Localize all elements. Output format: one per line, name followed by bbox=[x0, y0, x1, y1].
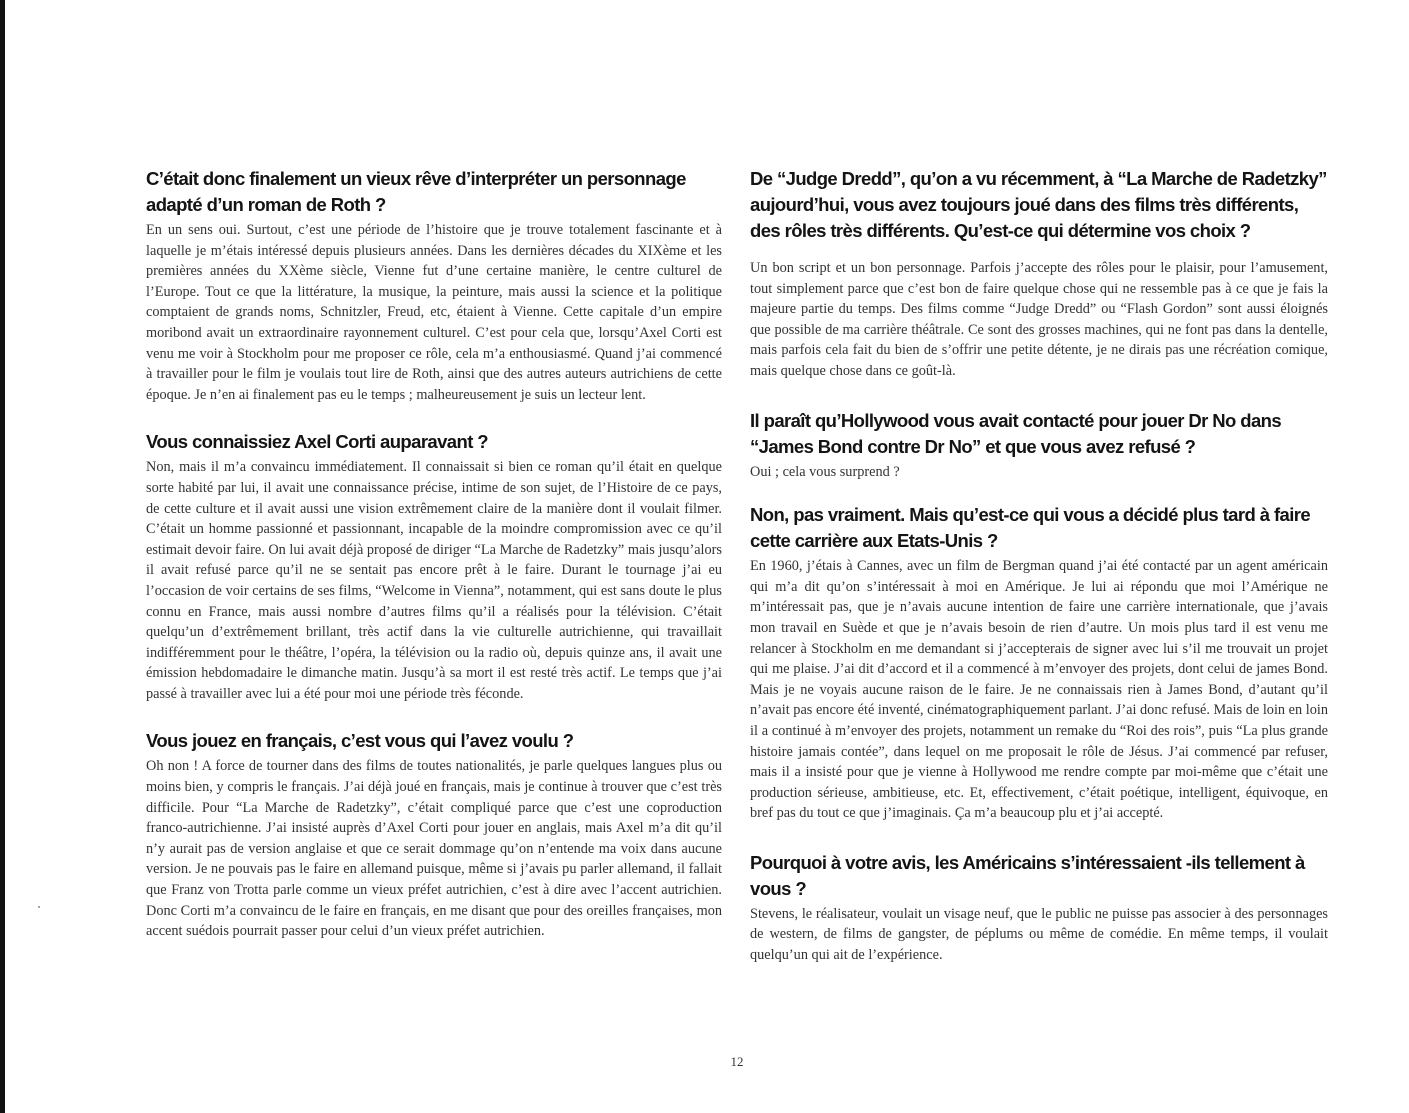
answer-paragraph: Stevens, le réalisateur, voulait un visage neuf, que le public ne puisse pas associer à des personnages de western, de films de gangster, de péplums ou même de comédie. En même temps, il voulait quelqu’un qui ait de l’expérience. bbox=[750, 905, 1328, 964]
question-heading: C’était donc finalement un vieux rêve d’interpréter un personnage adapté d’un roman de Roth ? bbox=[146, 168, 686, 215]
interview-section bbox=[750, 850, 1328, 966]
question-heading: Pourquoi à votre avis, les Américains s’intéressaient -ils tellement à vous ? bbox=[750, 851, 1305, 899]
question-heading: Il paraît qu’Hollywood vous avait contacté pour jouer Dr No dans “James Bond contre Dr No” et que vous avez refusé ? bbox=[750, 409, 1282, 457]
answer-paragraph: Un bon script et un bon personnage. Parfois j’accepte des rôles pour le plaisir, pour l’amusement, tout simplement parce que c’est bon de faire quelque chose qui ne ressemble pas à ce que je fais la majeure partie du temps. Des films comme “Judge Dredd” ou “Flash Gordon” sont aussi éloignés que possible de ma carrière théâtrale. Ce sont des grosses machines, qui ne font pas dans la dentelle, mais parfois cela fait du bien de s’offrir une petite détente, je ne dirais pas une récréation comique, mais quelque chose dans ce goût-là. bbox=[750, 260, 1328, 379]
page-number: 12 bbox=[730, 1054, 744, 1069]
interview-section bbox=[146, 429, 722, 704]
page-edge bbox=[0, 0, 5, 1113]
answer-paragraph: En un sens oui. Surtout, c’est une période de l’histoire que je trouve totalement fascinante et à laquelle je m’étais intéressé depuis plusieurs années. Dans les dernières décades du XIXème et les premières années du XXème siècle, Vienne fut d’une certaine manière, le centre culturel de l’Europe. Tout ce que la littérature, la musique, la peinture, mais aussi la science et la politique comptaient de grands noms, Schnitzler, Freud, etc, étaient à Vienne. Cette capitale d’un empire moribond avait un extraordinaire rayonnement culturel. C’est pour cela que, lorsqu’Axel Corti est venu me voir à Stockholm pour me proposer ce rôle, cela m’a enthousiasmé. Quand j’ai commencé à travailler pour le film je voulais tout lire de Roth, ainsi que des autres auteurs autrichiens de cette époque. Je n’en ai finalement pas eu le temps ; malheureusement je suis un lecteur lent. bbox=[146, 222, 722, 403]
interview-section bbox=[750, 408, 1328, 483]
right-column bbox=[750, 166, 1328, 966]
interview-section bbox=[146, 728, 722, 941]
interview-section bbox=[750, 166, 1328, 382]
question-heading: Vous jouez en français, c’est vous qui l’avez voulu ? bbox=[146, 730, 574, 752]
scan-speck bbox=[38, 906, 40, 908]
answer-paragraph: Non, mais il m’a convaincu immédiatement. Il connaissait si bien ce roman qu’il était en quelque sorte habité par lui, il avait une connaissance précise, intime de son sujet, de l’Histoire de ce pays, de cette culture et il avait aussi une vision extrêmement claire de la manière dont il voulait filmer. C’était un homme passionné et passionnant, incapable de la moindre compromission avec ce qu’il estimait devoir faire. On lui avait déjà proposé de diriger “La Marche de Radetzky” mais jusqu’alors il avait refusé parce qu’il ne se sentait pas encore prêt à le faire. Durant le tournage j’ai eu l’occasion de voir certains de ses films, “Welcome in Vienna”, notamment, qui est sans doute le plus connu en France, mais aussi nombre d’autres films qu’il a réalisés pour la télévision. C’était quelqu’un d’extrêmement brillant, très actif dans la vie culturelle autrichienne, qui travaillait indifféremment pour le théâtre, l’opéra, la télévision ou la radio où, depuis quinze ans, il avait une émission hebdomadaire le dimanche matin. Jusqu’à sa mort il est resté très actif. Le temps que j’ai passé à travailler avec lui a été pour moi une période très féconde. bbox=[146, 459, 722, 702]
question-heading: De “Judge Dredd”, qu’on a vu récemment, à “La Marche de Radetzky” aujourd’hui, vous avez toujours joué dans des films très différents, des rôles très différents. Qu’est-ce qui détermine vos choix ? bbox=[750, 168, 1327, 241]
answer-paragraph: Oh non ! A force de tourner dans des films de toutes nationalités, je parle quelques langues plus ou moins bien, y compris le français. J’ai déjà joué en français, mais je continue à trouver que c’est très difficile. Pour “La Marche de Radetzky”, c’était compliqué parce que c’est une coproduction franco-autrichienne. J’ai insisté auprès d’Axel Corti pour jouer en anglais, mais Axel m’a dit qu’il n’y aurait pas de version anglaise et que ce serait dommage qu’on n’entende ma voix dans aucune version. Je ne pouvais pas le faire en allemand puisque, même si j’avais pu parler allemand, il fallait que Franz von Trotta parle comme un vieux préfet autrichien, c’est à dire avec l’accent autrichien. Donc Corti m’a convaincu de le faire en français, en me disant que pour des oreilles françaises, mon accent suédois pourrait passer pour celui d’un vieux préfet autrichien. bbox=[146, 758, 722, 940]
answer-paragraph: Oui ; cela vous surprend ? bbox=[750, 463, 900, 480]
left-column bbox=[146, 166, 722, 942]
answer-paragraph: En 1960, j’étais à Cannes, avec un film de Bergman quand j’ai été contacté par un agent américain qui m’a dit qu’on s’intéressait à moi en Amérique. Je lui ai répondu que moi l’Amérique ne m’intéressait pas, que je n’avais aucune intention de faire une carrière internationale, que j’avais mon travail en Suède et que je n’avais besoin de rien d’autre. Un mois plus tard il est venu me relancer à Stockholm en me demandant si j’accepterais de signer avec lui s’il me trouvait un projet qui me plaise. J’ai dit d’accord et il a commencé à m’envoyer des projets, dont celui de james Bond. Mais je ne voyais aucune raison de le faire. Je ne connaissais rien à James Bond, d’autant qu’il n’avait pas encore été inventé, cinématographiquement parlant. J’ai donc refusé. Mais de loin en loin il a continué à m’envoyer des projets, notamment un remake du “Roi des rois”, puis “La plus grande histoire jamais contée”, dans lequel on me proposait le rôle de Jésus. J’ai commencé par refuser, mais il a insisté pour que je vienne à Hollywood me rendre compte par moi-même que c’était une production sérieuse, ambitieuse, etc. Et, effectivement, c’était poétique, intelligent, équivoque, en bref pas du tout ce que j’imaginais. Ça m’a beaucoup plu et j’ai accepté. bbox=[750, 558, 1328, 822]
interview-section bbox=[750, 502, 1328, 824]
interview-section bbox=[146, 166, 722, 405]
question-heading: Non, pas vraiment. Mais qu’est-ce qui vous a décidé plus tard à faire cette carrière aux Etats-Unis ? bbox=[750, 504, 1311, 552]
question-heading: Vous connaissiez Axel Corti auparavant ? bbox=[146, 431, 488, 453]
